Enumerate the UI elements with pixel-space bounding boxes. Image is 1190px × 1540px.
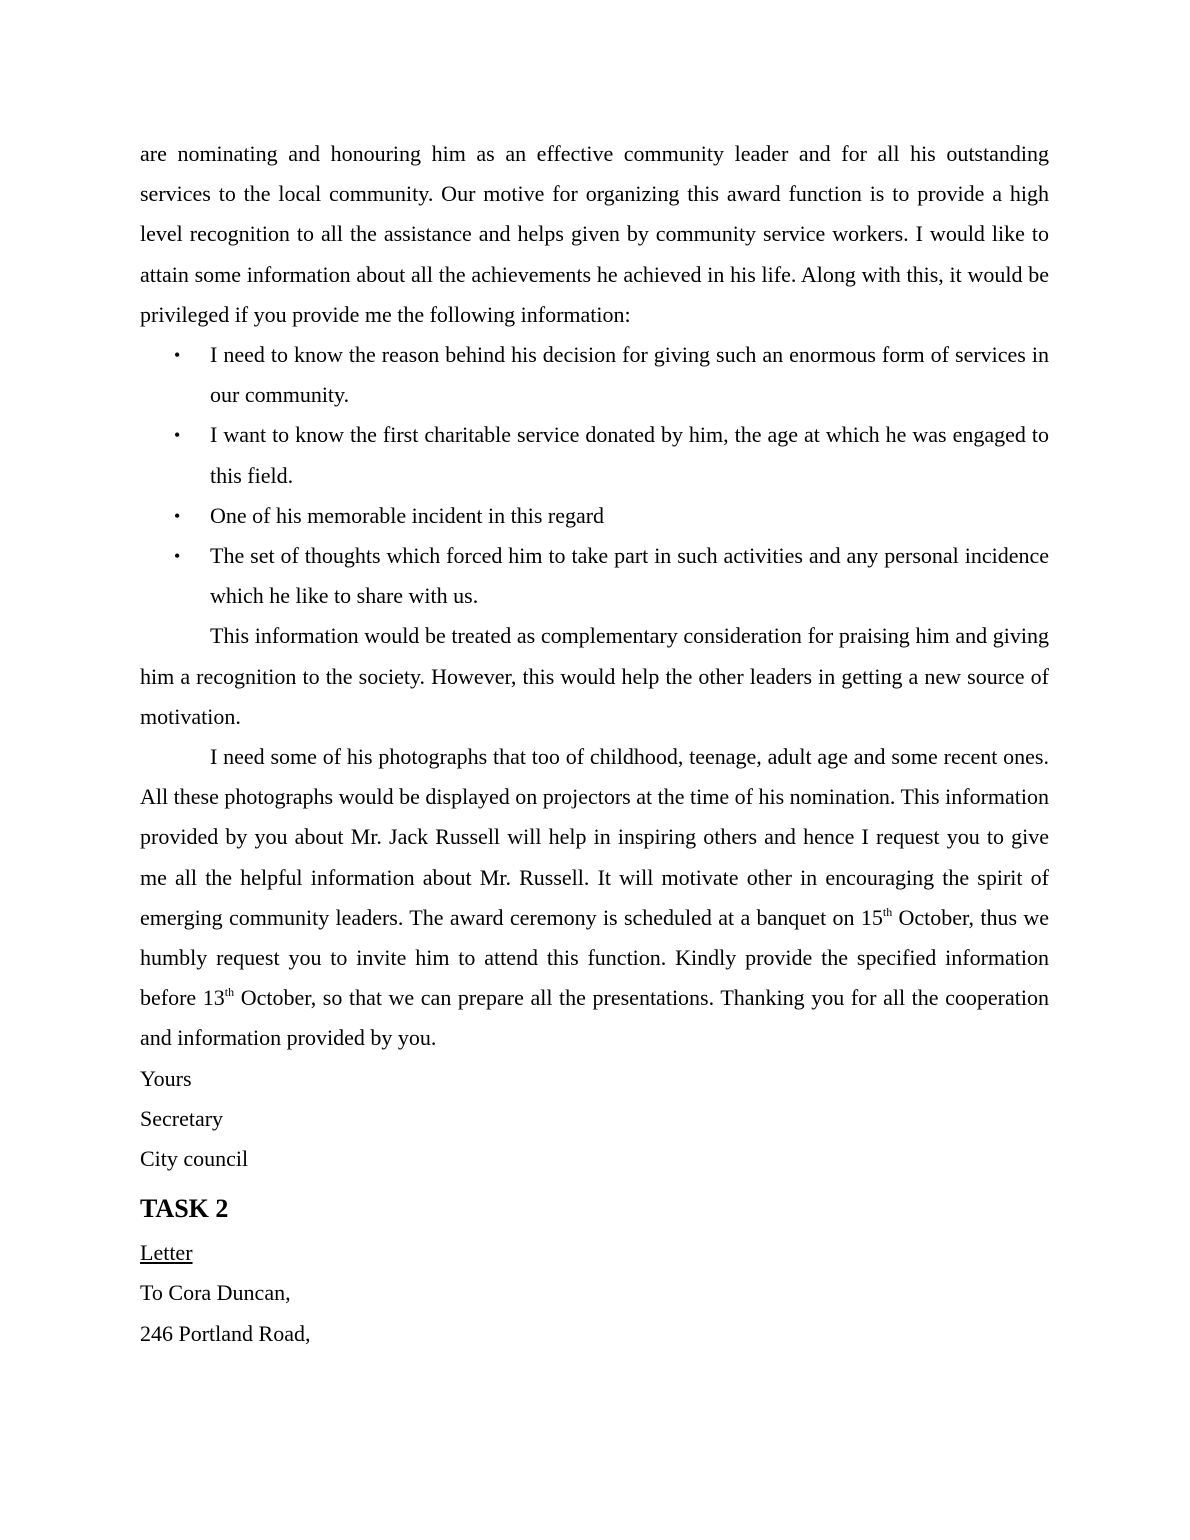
document-page (140, 134, 1049, 1354)
info-request-list (140, 335, 1049, 616)
signoff-title: Secretary (140, 1105, 224, 1131)
list-item (140, 415, 1049, 495)
signoff-organization: City council (140, 1146, 249, 1172)
list-item (140, 536, 1049, 616)
list-item (140, 335, 1049, 415)
ordinal-suffix: th (882, 904, 893, 919)
photographs-text-2: October, thus we humbly request you to invite him to attend this function. Kindly provide the specified information before 13 (140, 904, 1049, 1011)
bullet-icon: • (174, 505, 181, 526)
photographs-paragraph (140, 737, 1049, 1059)
ordinal-suffix: th (224, 985, 235, 1000)
photographs-text-3: October, so that we can prepare all the presentations. Thanking you for all the cooperation and information provided by you. (140, 985, 1049, 1051)
letter-recipient: To Cora Duncan, (140, 1280, 291, 1306)
list-item (140, 496, 1049, 536)
letter-label: Letter (140, 1240, 193, 1266)
letter-address: 246 Portland Road, (140, 1320, 311, 1346)
signoff-closing: Yours (140, 1065, 192, 1091)
list-item-text: The set of thoughts which forced him to take part in such activities and any personal incidence which he like to share with us. (210, 543, 1049, 609)
list-item-text: One of his memorable incident in this regard (210, 502, 605, 528)
bullet-icon: • (174, 546, 181, 567)
list-item-text: I want to know the first charitable service donated by him, the age at which he was engaged to this field. (210, 422, 1049, 488)
bullet-icon: • (174, 345, 181, 366)
information-paragraph: This information would be treated as complementary consideration for praising him and giving him a recognition to the society. However, this would help the other leaders in getting a new source of motivation. (140, 623, 1049, 729)
photographs-text-1: I need some of his photographs that too of childhood, teenage, adult age and some recent ones. All these photographs would be displayed on projectors at the time of his nomination. This information provided by you about Mr. Jack Russell will help in inspiring others and hence I request you to give me all the helpful information about Mr. Russell. It will motivate other in encouraging the spirit of emerging community leaders. The award ceremony is scheduled at a banquet on 15 (140, 744, 1049, 930)
task-2-heading: TASK 2 (140, 1194, 229, 1224)
intro-paragraph: are nominating and honouring him as an effective community leader and for all his outstanding services to the local community. Our motive for organizing this award function is to provide a high level recognition to all the assistance and helps given by community service workers. I would like to attain some information about all the achievements he achieved in his life. Along with this, it would be privileged if you provide me the following information: (140, 141, 1049, 327)
bullet-icon: • (174, 425, 181, 446)
list-item-text: I need to know the reason behind his decision for giving such an enormous form of services in our community. (210, 342, 1049, 408)
